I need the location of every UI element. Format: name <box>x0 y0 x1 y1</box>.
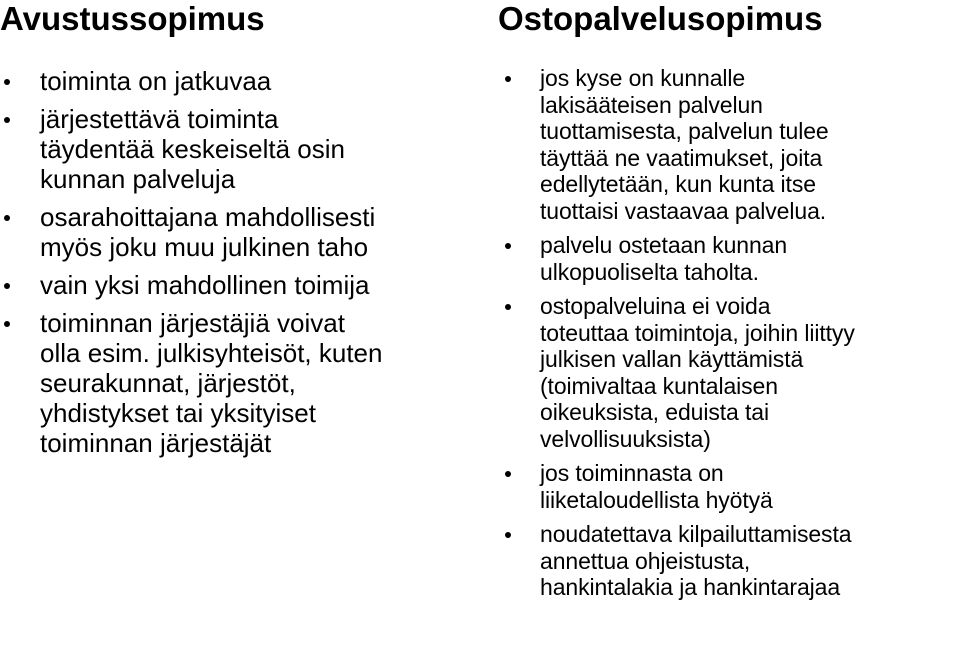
left-column <box>0 0 470 466</box>
list-item <box>0 66 470 96</box>
bullet-icon <box>4 283 10 289</box>
bullet-icon <box>4 321 10 327</box>
left-column-title: Avustussopimus <box>0 0 265 37</box>
list-item-text: palvelu ostetaan kunnan ulkopuoliselta taholta. <box>540 232 788 285</box>
list-item <box>497 293 960 452</box>
bullet-icon <box>505 243 511 249</box>
bullet-icon <box>505 304 511 310</box>
right-bullet-list <box>497 65 960 601</box>
list-item-text: toiminnan järjestäjiä voivat olla esim. julkisyhteisöt, kuten seurakunnat, järjestöt, yhdistykset tai yksityiset toiminnan järjestäjät <box>40 308 383 458</box>
list-item <box>0 202 470 262</box>
list-item-text: jos kyse on kunnalle lakisääteisen palvelun tuottamisesta, palvelun tulee täyttää ne vaatimukset, joita edellytetään, kun kunta itse tuottaisi vastaavaa palvelua. <box>540 65 829 224</box>
left-bullet-list <box>0 66 470 458</box>
list-item <box>497 232 960 285</box>
bullet-icon <box>4 215 10 221</box>
right-column <box>497 0 960 609</box>
bullet-icon <box>505 532 511 538</box>
list-item <box>497 521 960 601</box>
list-item-text: noudatettava kilpailuttamisesta annettua ohjeistusta, hankintalakia ja hankintarajaa <box>540 521 852 600</box>
list-item-text: ostopalveluina ei voida toteuttaa toimintoja, joihin liittyy julkisen vallan käyttämistä (toimivaltaa kuntalaisen oikeuksista, eduista tai velvollisuuksista) <box>540 293 855 452</box>
bullet-icon <box>4 117 10 123</box>
list-item-text: osarahoittajana mahdollisesti myös joku muu julkinen taho <box>40 202 376 262</box>
list-item <box>0 104 470 194</box>
list-item <box>497 65 960 224</box>
list-item-text: järjestettävä toiminta täydentää keskeiseltä osin kunnan palveluja <box>40 104 345 194</box>
list-item <box>0 308 470 458</box>
right-column-title: Ostopalvelusopimus <box>498 0 823 37</box>
list-item-text: jos toiminnasta on liiketaloudellista hyötyä <box>540 460 773 513</box>
list-item <box>0 270 470 300</box>
list-item-text: vain yksi mahdollinen toimija <box>40 270 370 300</box>
list-item-text: toiminta on jatkuvaa <box>40 66 272 96</box>
bullet-icon <box>4 79 10 85</box>
bullet-icon <box>505 471 511 477</box>
bullet-icon <box>505 76 511 82</box>
list-item <box>497 460 960 513</box>
